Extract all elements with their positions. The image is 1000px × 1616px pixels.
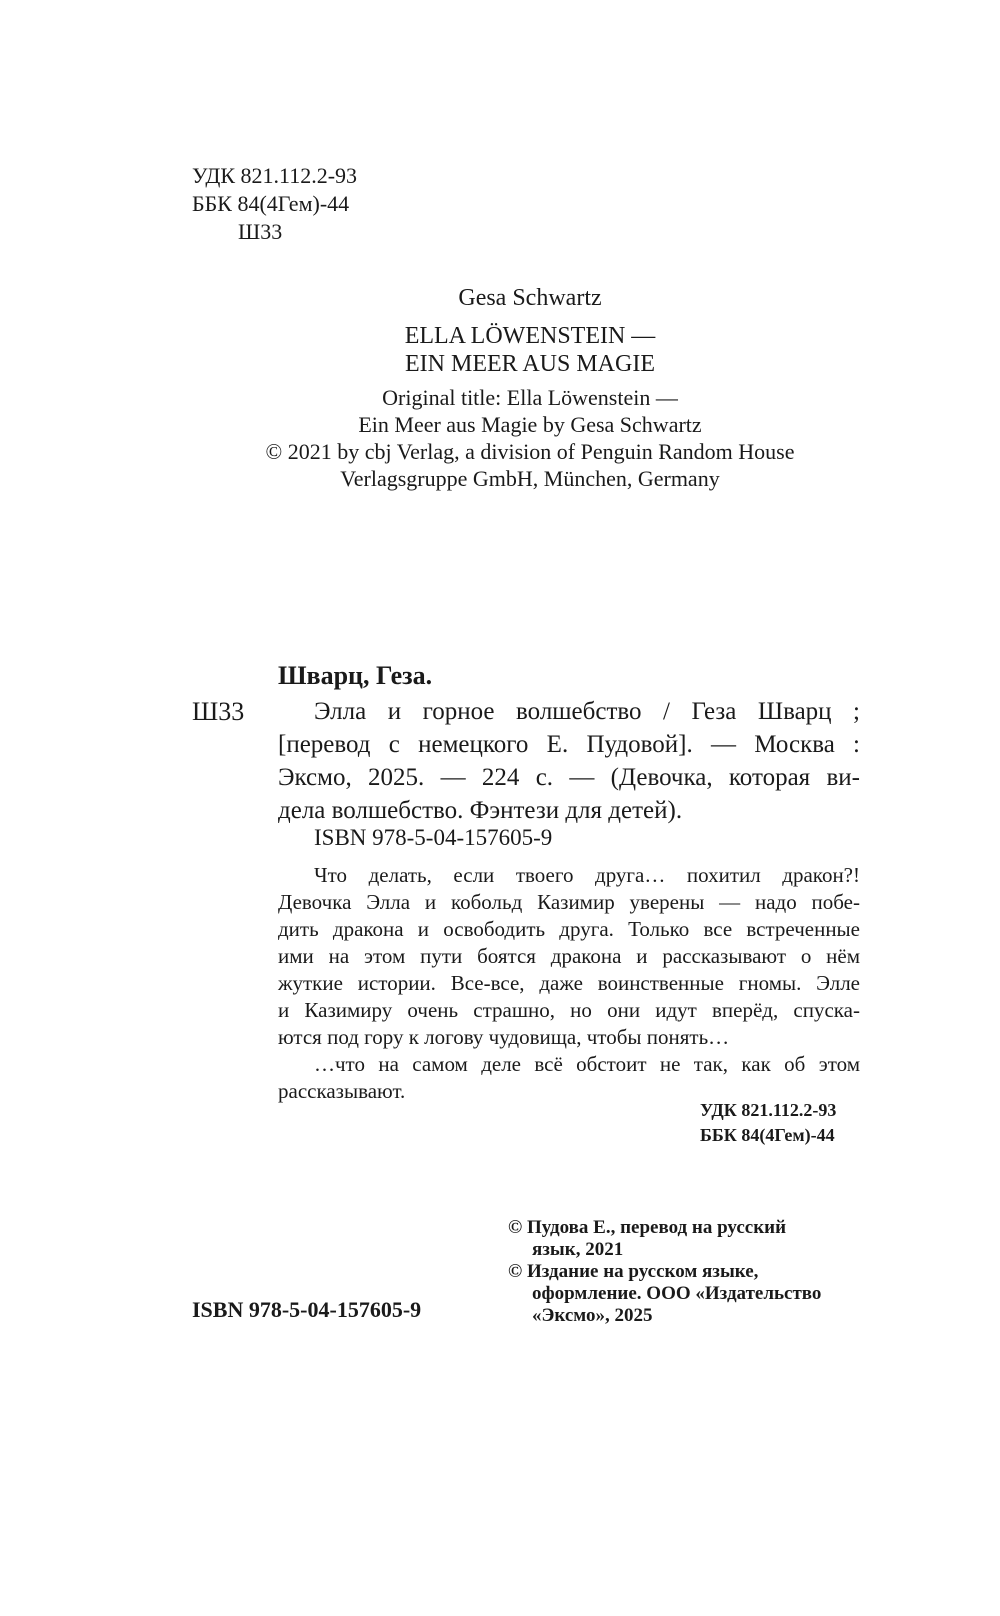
bib-line: [перевод с немецкого Е. Пудовой]. — Москва : bbox=[278, 731, 860, 758]
bib-line: Элла и горное волшебство / Геза Шварц ; bbox=[314, 698, 860, 725]
original-title bbox=[180, 322, 880, 378]
footer-isbn: ISBN 978-5-04-157605-9 bbox=[192, 1297, 422, 1322]
classification-codes bbox=[192, 162, 357, 246]
bibliographic-description bbox=[278, 695, 860, 827]
annotation-line: дить дракона и освободить друга. Только все встреченные bbox=[278, 917, 860, 941]
original-title-note: Original title: Ella Löwenstein — bbox=[382, 385, 678, 410]
copyright-block bbox=[508, 1217, 821, 1327]
original-copyright: Verlagsgruppe GmbH, München, Germany bbox=[340, 466, 720, 491]
original-author: Gesa Schwartz bbox=[458, 285, 602, 311]
udk-code: УДК 821.112.2-93 bbox=[192, 163, 358, 188]
copyright-line: © Пудова Е., перевод на русский bbox=[508, 1217, 787, 1238]
annotation bbox=[278, 862, 860, 1105]
footer-codes bbox=[700, 1098, 836, 1148]
copyright-line: «Эксмо», 2025 bbox=[532, 1305, 653, 1326]
cipher-code: Ш33 bbox=[192, 697, 245, 726]
annotation-line: Девочка Элла и кобольд Казимир уверены — надо побе- bbox=[278, 890, 860, 914]
footer-udk: УДК 821.112.2-93 bbox=[700, 1100, 837, 1120]
bib-line: Эксмо, 2025. — 224 с. — (Девочка, которая ви- bbox=[278, 764, 860, 791]
annotation-line: ими на этом пути боятся дракона и рассказывают о нём bbox=[278, 944, 860, 968]
annotation-line: Что делать, если твоего друга… похитил дракон?! bbox=[314, 863, 860, 887]
annotation-line: рассказывают. bbox=[278, 1079, 406, 1103]
isbn: ISBN 978-5-04-157605-9 bbox=[314, 825, 553, 850]
author-sign: Ш33 bbox=[238, 219, 283, 244]
copyright-line: © Издание на русском языке, bbox=[508, 1261, 759, 1282]
footer-bbk: ББК 84(4Гем)-44 bbox=[700, 1125, 835, 1145]
original-title-line: EIN MEER AUS MAGIE bbox=[405, 351, 655, 377]
original-credits bbox=[180, 384, 880, 492]
annotation-line: …что на самом деле всё обстоит не так, как об этом bbox=[314, 1052, 860, 1076]
author-heading: Шварц, Геза. bbox=[278, 661, 433, 690]
annotation-line: жуткие истории. Все-все, даже воинственные гномы. Элле bbox=[278, 971, 860, 995]
bbk-code: ББК 84(4Гем)-44 bbox=[192, 191, 350, 216]
original-copyright: © 2021 by cbj Verlag, a division of Penguin Random House bbox=[265, 439, 795, 464]
bib-line: дела волшебство. Фэнтези для детей). bbox=[278, 797, 683, 824]
annotation-line: ются под гору к логову чудовища, чтобы понять… bbox=[278, 1025, 730, 1049]
copyright-line: оформление. ООО «Издательство bbox=[532, 1283, 822, 1304]
annotation-line: и Казимиру очень страшно, но они идут вперёд, спуска- bbox=[278, 998, 860, 1022]
copyright-line: язык, 2021 bbox=[532, 1239, 624, 1260]
original-title-line: ELLA LÖWENSTEIN — bbox=[404, 323, 656, 349]
original-title-note: Ein Meer aus Magie by Gesa Schwartz bbox=[358, 412, 702, 437]
